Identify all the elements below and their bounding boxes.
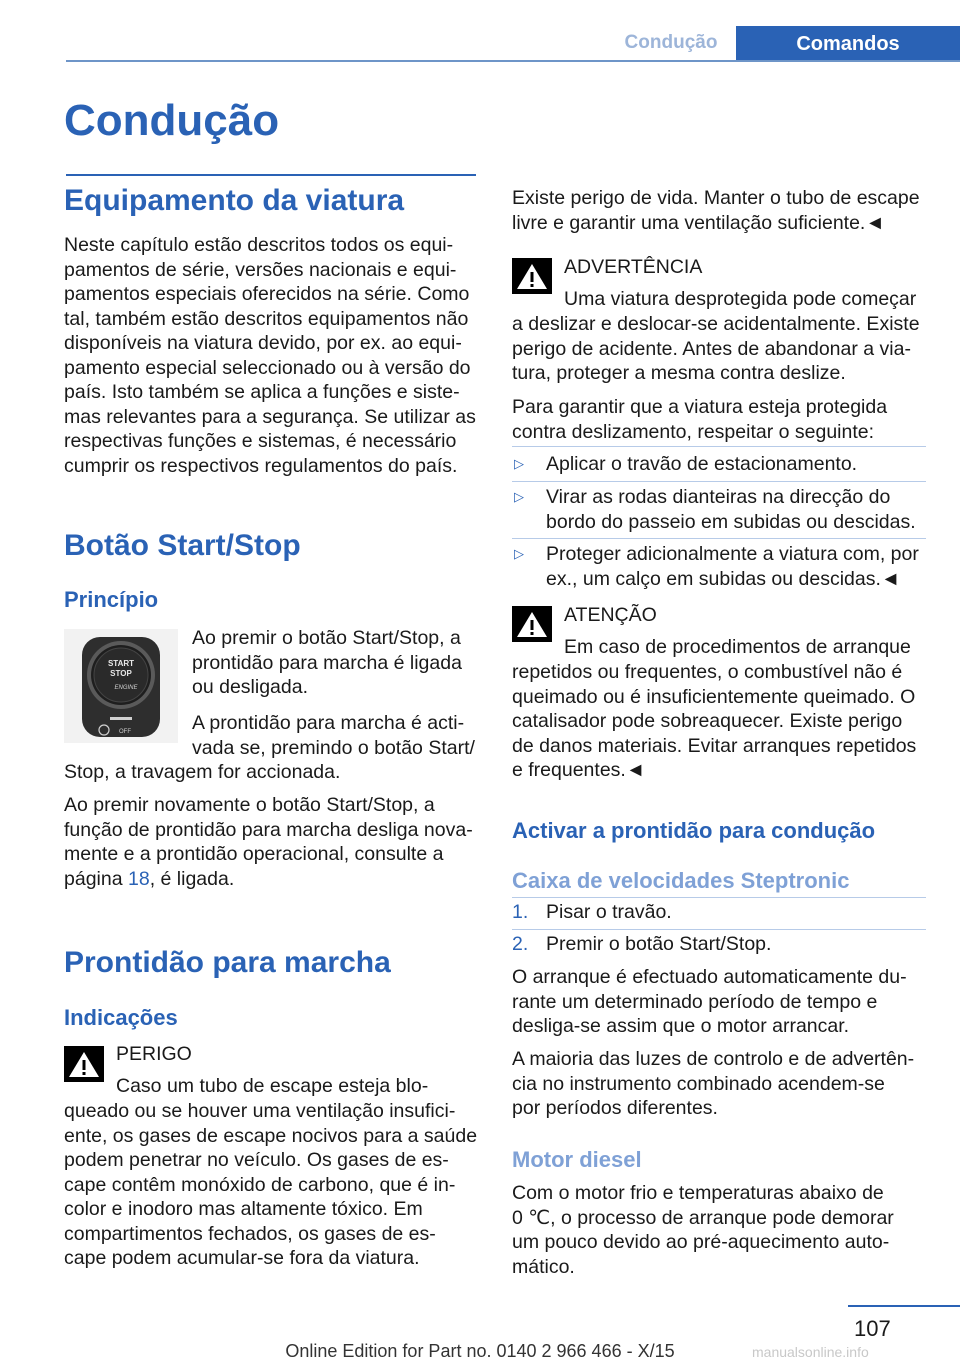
list-separator	[512, 538, 926, 539]
page-number: 107	[854, 1316, 891, 1341]
warning-atencao-first-line: Em caso de procedimentos de arranque	[564, 636, 911, 658]
paragraph-luzes-controlo: A maioria das luzes de controlo e de advertên- cia no instrumento combinado acendem-se por períodos diferentes.	[512, 1048, 915, 1119]
list-item: Virar as rodas dianteiras na direcção do bordo do passeio em subidas ou descidas.	[546, 486, 916, 533]
start-stop-button-image	[64, 629, 178, 743]
section-title-start-stop: Botão Start/Stop	[64, 529, 301, 562]
list-separator	[512, 481, 926, 482]
warning-atencao-text: repetidos ou frequentes, o combustível não é queimado ou é insuficientemente queimado. O catalisador pode sobreaquecer. Existe perigo de danos materiais. Evitar arranques repetidos e frequentes.◄	[512, 661, 917, 781]
warning-perigo-continuation: Existe perigo de vida. Manter o tubo de escape livre e garantir uma ventilação suficiente.◄	[512, 187, 920, 234]
page-number-rule	[848, 1305, 960, 1307]
list-separator	[512, 446, 926, 447]
warning-advertencia-text: a deslizar e deslocar-se acidentalmente. Existe perigo de acidente. Antes de abandonar a via- tura, proteger a mesma contra deslize.	[512, 313, 920, 384]
paragraph-equipamento: Neste capítulo estão descritos todos os equi- pamentos de série, versões nacionais e equi- pamentos especiais oferecidos na série. Como tal, também estão descritos equipamentos não disponíveis na viatura devido, por ex. ao equi- pamento especial seleccionado ou à versão do país. Isto também se aplica a funções e siste- mas relevantes para a segurança. Se utilizar as respectivas funções e sistemas, é necessário cumprir os respectivos regulamentos do país.	[64, 234, 476, 477]
paragraph-principio-1: Ao premir o botão Start/Stop, a prontidão para marcha é ligada ou desligada.	[192, 627, 462, 698]
header-tab-section[interactable]: Condução	[624, 32, 718, 53]
warning-label-advertencia: ADVERTÊNCIA	[564, 256, 703, 278]
chapter-rule	[66, 174, 476, 176]
section-title-equipamento: Equipamento da viatura	[64, 184, 405, 217]
list-separator	[512, 897, 926, 898]
chapter-title: Condução	[64, 96, 280, 145]
svg-text:ENGINE: ENGINE	[114, 685, 138, 691]
list-item: Pisar o travão.	[546, 901, 672, 923]
list-item: Proteger adicionalmente a viatura com, por ex., um calço em subidas ou descidas.◄	[546, 543, 919, 590]
warning-label-perigo: PERIGO	[116, 1043, 192, 1065]
bullet-arrow-icon: ▷	[514, 489, 524, 504]
paragraph-motor-diesel: Com o motor frio e temperaturas abaixo de 0 ℃, o processo de arranque pode demorar um pouco devido ao pré-aquecimento auto- mático.	[512, 1182, 894, 1278]
list-separator	[512, 929, 926, 930]
page-link-18[interactable]: 18	[127, 867, 150, 890]
subheading-indicacoes: Indicações	[64, 1005, 178, 1030]
watermark: manualsonline.info	[752, 1344, 869, 1360]
step-number: 2.	[512, 933, 529, 955]
svg-text:STOP: STOP	[110, 669, 132, 678]
step-number: 1.	[512, 901, 529, 923]
warning-perigo-text: queado ou se houver uma ventilação insufici- ente, os gases de escape nocivos para a saúde podem penetrar no veículo. Os gases de es- cape contêm monóxido de carbono, que é in- color e inodoro mas altamente tóxico. Em compartimentos fechados, os gases de es- cape podem acumular-se fora da viatura.	[64, 1100, 478, 1269]
list-item: Premir o botão Start/Stop.	[546, 933, 772, 955]
bullet-arrow-icon: ▷	[514, 456, 524, 471]
paragraph-principio-2-end: Stop, a travagem for accionada.	[64, 761, 341, 783]
subheading-activar-prontidao: Activar a prontidão para condução	[512, 818, 876, 843]
header-tab-current[interactable]: Comandos	[736, 26, 960, 62]
svg-text:START: START	[107, 659, 135, 668]
warning-triangle-icon	[512, 258, 552, 294]
warning-advertencia-first-line: Uma viatura desprotegida pode começar	[564, 288, 917, 310]
section-title-prontidao: Prontidão para marcha	[64, 946, 391, 979]
warning-label-atencao: ATENÇÃO	[564, 604, 657, 626]
paragraph-protecao-intro: Para garantir que a viatura esteja protegida contra deslizamento, respeitar o seguinte:	[512, 396, 888, 443]
svg-text:OFF: OFF	[119, 729, 131, 735]
subheading-principio: Princípio	[64, 587, 159, 612]
list-item: Aplicar o travão de estacionamento.	[546, 453, 858, 475]
warning-perigo-first-line: Caso um tubo de escape esteja blo-	[116, 1075, 429, 1097]
paragraph-principio-3: Ao premir novamente o botão Start/Stop, a função de prontidão para marcha desliga nova- mente e a prontidão operacional, consulte a página 18, é ligada.	[64, 794, 473, 890]
bullet-arrow-icon: ▷	[514, 546, 524, 561]
subheading-steptronic: Caixa de velocidades Steptronic	[512, 868, 850, 893]
subheading-motor-diesel: Motor diesel	[512, 1147, 642, 1172]
warning-triangle-icon	[512, 606, 552, 642]
warning-triangle-icon	[64, 1046, 104, 1082]
header-rule	[66, 60, 960, 62]
paragraph-arranque-auto: O arranque é efectuado automaticamente du- rante um determinado período de tempo e desliga-se assim que o motor arrancar.	[512, 966, 907, 1037]
footer-edition: Online Edition for Part no. 0140 2 966 466 - X/15	[285, 1341, 675, 1361]
paragraph-principio-2: A prontidão para marcha é acti- vada se, premindo o botão Start/	[192, 712, 475, 759]
